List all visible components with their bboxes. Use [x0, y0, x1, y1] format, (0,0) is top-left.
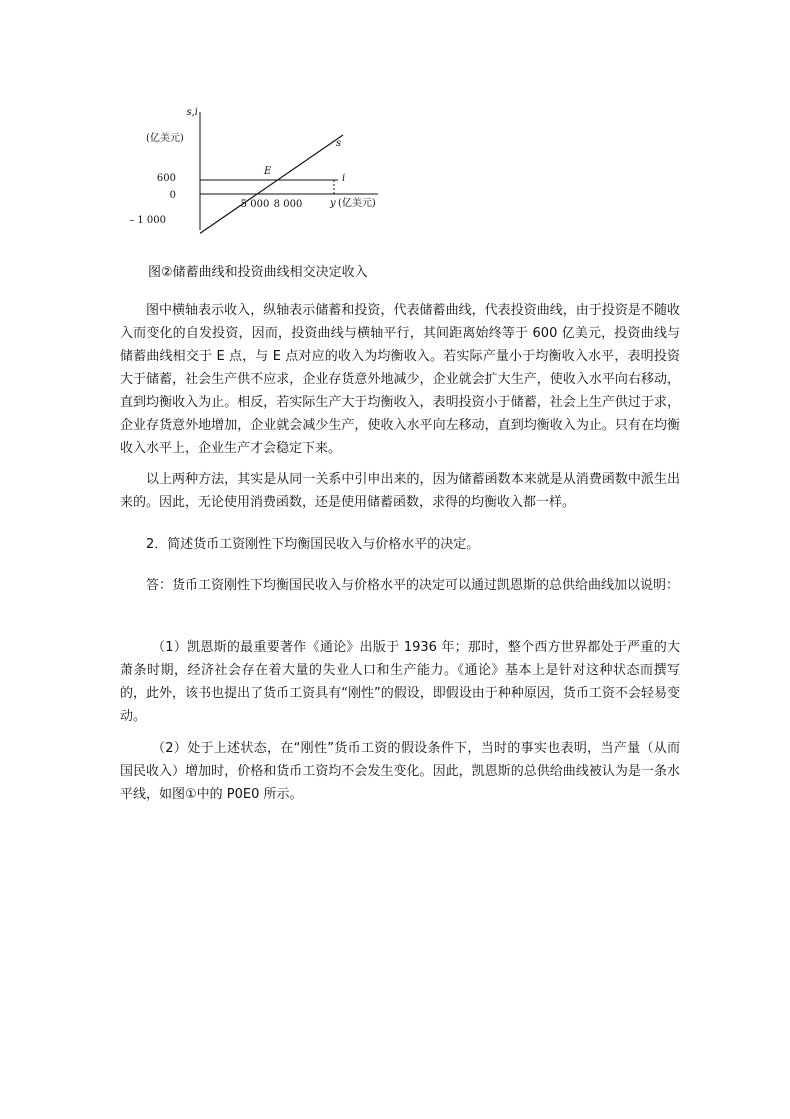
question-heading: 2．简述货币工资刚性下均衡国民收入与价格水平的决定。 — [146, 537, 480, 552]
y-axis-label: s,i — [186, 107, 198, 118]
y-tick-600: 600 — [156, 173, 176, 184]
x-axis-label: y — [330, 198, 336, 209]
point-e-label: E — [264, 166, 272, 177]
y-tick-neg-1000: – 1 000 — [129, 215, 166, 226]
x-tick-8000: 8 000 — [273, 199, 303, 210]
paragraph-figure-explanation: 图中横轴表示收入，纵轴表示储蓄和投资，代表储蓄曲线，代表投资曲线，由于投资是不随收入而变化的自发投资，因而，投资曲线与横轴平行，其间距离始终等于 600 亿美元，投资曲线与储蓄曲线相交于 E 点，与 E 点对应的收入为均衡收入。若实际产量小于均衡收入水平，表明投资大于储蓄，社会生产供不应求，企业存货意外地减少，企业就会扩大生产，使收入水平向右移动，直到均衡收入为止。相反，若实际生产大于均衡收入，表明投资小于储蓄，社会上生产供过于求，企业存货意外地增加，企业就会减少生产，使收入水平向左移动，直到均衡收入为止。只有在均衡收入水平上，企业生产才会稳定下来。 — [120, 303, 680, 456]
investment-label: i — [342, 173, 346, 184]
y-axis-unit: (亿美元) — [146, 133, 184, 144]
figure-caption: 图②储蓄曲线和投资曲线相交决定收入 — [148, 265, 368, 280]
savings-curve-s — [200, 135, 346, 233]
paragraph-two-methods: 以上两种方法，其实是从同一关系中引申出来的，因为储蓄函数本来就是从消费函数中派生出来的。因此，无论使用消费函数，还是使用储蓄函数，求得的均衡收入都一样。 — [120, 472, 680, 510]
answer-point-2: （2）处于上述状态，在“刚性”货币工资的假设条件下，当时的事实也表明，当产量（从而国民收入）增加时，价格和货币工资均不会发生变化。因此，凯恩斯的总供给曲线被认为是一条水平线，如图①中的 P0E0 所示。 — [120, 741, 680, 802]
answer-point-1: （1）凯恩斯的最重要著作《通论》出版于 1936 年；那时，整个西方世界都处于严重的大萧条时期，经济社会存在着大量的失业人口和生产能力。《通论》基本上是针对这种状态而撰写的，此外，该书也提出了货币工资具有“刚性”的假设，即假设由于种种原因，货币工资不会轻易变动。 — [120, 640, 680, 724]
savings-label: s — [336, 138, 342, 149]
y-tick-0: 0 — [169, 190, 176, 201]
savings-investment-chart — [129, 104, 400, 234]
x-tick-5000: 5 000 — [240, 199, 270, 210]
x-axis-unit: (亿美元) — [338, 198, 376, 209]
savings-investment-figure — [129, 104, 400, 234]
answer-intro: 答：货币工资刚性下均衡国民收入与价格水平的决定可以通过凯恩斯的总供给曲线加以说明： — [146, 578, 680, 593]
